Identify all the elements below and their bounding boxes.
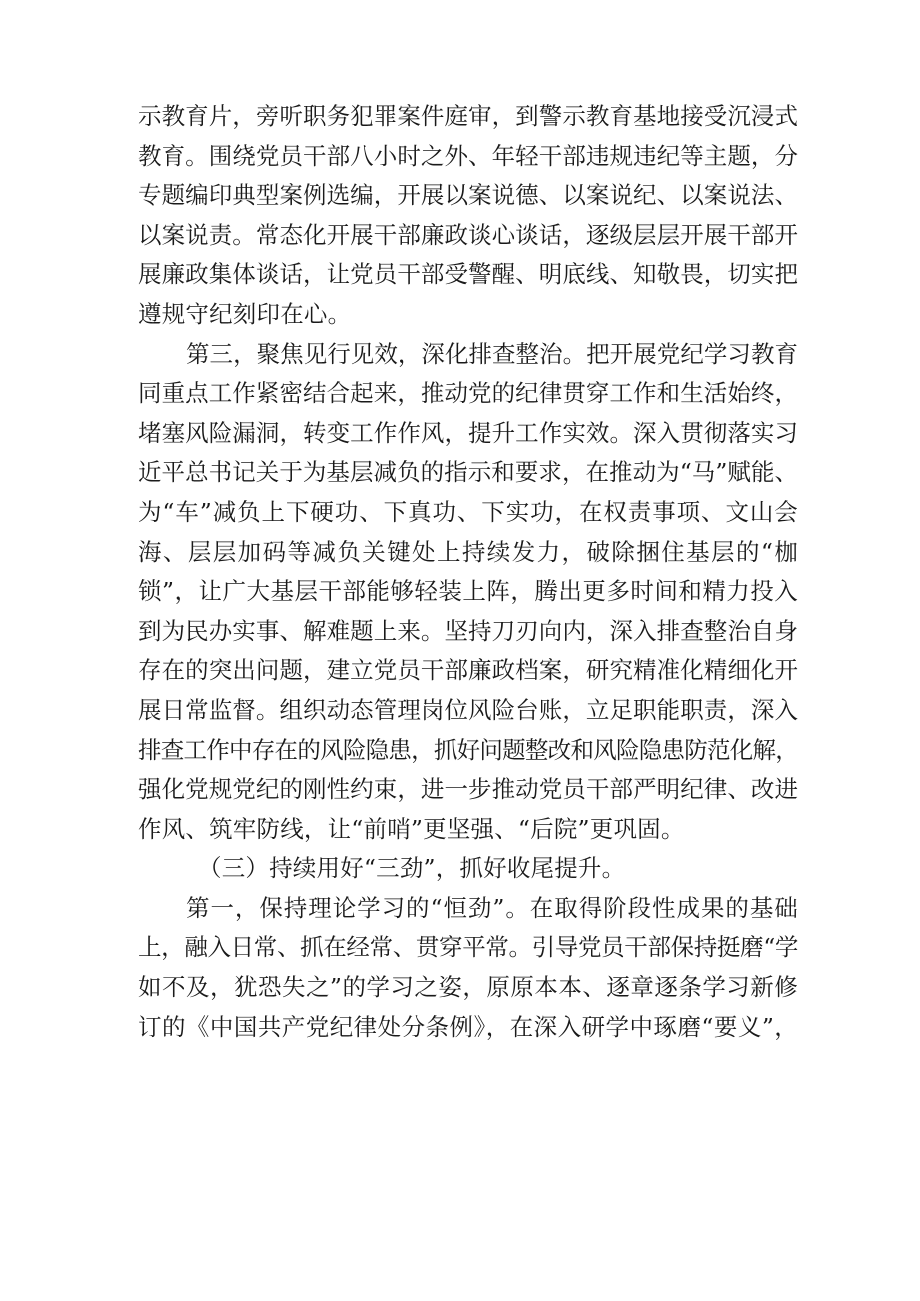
text-line: 同重点工作紧密结合起来，推动党的纪律贯穿工作和生活始终， — [138, 379, 798, 408]
text-line: 作风、筑牢防线，让“前哨”更坚强、“后院”更巩固。 — [138, 814, 685, 843]
body-text — [138, 97, 798, 1047]
section-heading: （三）持续用好“三劲”，抓好收尾提升。 — [198, 854, 626, 883]
paragraph-start-line: 第三，聚焦见行见效，深化排查整治。把开展党纪学习教育 — [186, 339, 798, 368]
text-line: 堵塞风险漏洞，转变工作作风，提升工作实效。深入贯彻落实习 — [138, 418, 798, 447]
text-line: 展廉政集体谈话，让党员干部受警醒、明底线、知敬畏，切实把 — [138, 260, 798, 289]
text-line: 以案说责。常态化开展干部廉政谈心谈话，逐级层层开展干部开 — [138, 220, 798, 249]
text-line: 存在的突出问题，建立党员干部廉政档案，研究精准化精细化开 — [138, 656, 798, 685]
text-line: 强化党规党纪的刚性约束，进一步推动党员干部严明纪律、改进 — [138, 775, 798, 804]
text-line: 专题编印典型案例选编，开展以案说德、以案说纪、以案说法、 — [138, 181, 798, 210]
text-line: 展日常监督。组织动态管理岗位风险台账，立足职能职责，深入 — [138, 695, 798, 724]
text-line: 遵规守纪刻印在心。 — [138, 299, 352, 328]
text-line: 教育。围绕党员干部八小时之外、年轻干部违规违纪等主题，分 — [138, 141, 798, 170]
text-line: 近平总书记关于为基层减负的指示和要求，在推动为“马”赋能、 — [138, 458, 798, 487]
text-line: 如不及，犹恐失之”的学习之姿，原原本本、逐章逐条学习新修 — [138, 973, 798, 1002]
text-line: 上，融入日常、抓在经常、贯穿平常。引导党员干部保持挺磨“学 — [138, 933, 798, 962]
text-line: 到为民办实事、解难题上来。坚持刀刃向内，深入排查整治自身 — [138, 616, 798, 645]
text-line: 海、层层加码等减负关键处上持续发力，破除捆住基层的“枷 — [138, 537, 798, 566]
text-line: 订的《中国共产党纪律处分条例》，在深入研学中琢磨“要义”， — [138, 1012, 798, 1041]
paragraph-start-line: 第一，保持理论学习的“恒劲”。在取得阶段性成果的基础 — [186, 893, 798, 922]
text-line: 锁”，让广大基层干部能够轻装上阵，腾出更多时间和精力投入 — [138, 577, 798, 606]
text-line: 排查工作中存在的风险隐患，抓好问题整改和风险隐患防范化解， — [138, 735, 798, 764]
text-line: 示教育片，旁听职务犯罪案件庭审，到警示教育基地接受沉浸式 — [138, 102, 798, 130]
text-line: 为“车”减负上下硬功、下真功、下实功，在权责事项、文山会 — [138, 497, 798, 526]
